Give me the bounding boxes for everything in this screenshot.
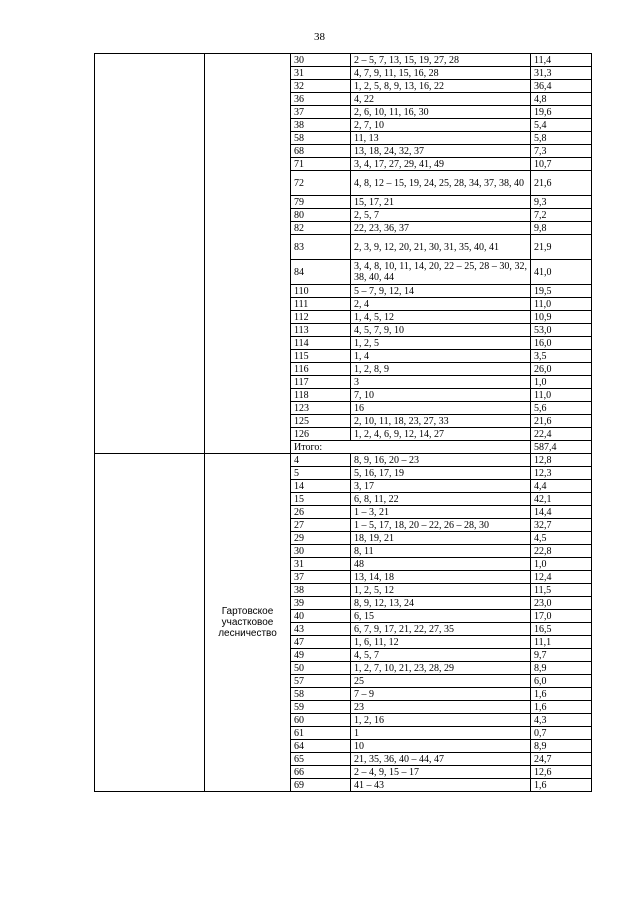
area-cell: 4,4: [531, 480, 592, 493]
quarter-cell: 57: [291, 675, 351, 688]
quarter-cell: 112: [291, 311, 351, 324]
quarter-cell: 29: [291, 532, 351, 545]
quarter-cell: 66: [291, 766, 351, 779]
quarter-cell: 71: [291, 158, 351, 171]
quarter-cell: 123: [291, 402, 351, 415]
quarter-cell: 38: [291, 584, 351, 597]
quarter-cell: 37: [291, 571, 351, 584]
area-cell: 1,0: [531, 376, 592, 389]
area-cell: 4,8: [531, 93, 592, 106]
plots-cell: 2 – 5, 7, 13, 15, 19, 27, 28: [351, 54, 531, 67]
area-cell: 11,5: [531, 584, 592, 597]
quarter-cell: 50: [291, 662, 351, 675]
quarter-cell: 69: [291, 779, 351, 792]
area-cell: 5,6: [531, 402, 592, 415]
plots-cell: 15, 17, 21: [351, 196, 531, 209]
area-cell: 11,4: [531, 54, 592, 67]
area-cell: 14,4: [531, 506, 592, 519]
quarter-cell: 30: [291, 545, 351, 558]
table-row: [95, 454, 592, 467]
plots-cell: 1, 2, 4, 6, 9, 12, 14, 27: [351, 428, 531, 441]
plots-cell: 21, 35, 36, 40 – 44, 47: [351, 753, 531, 766]
area-cell: 53,0: [531, 324, 592, 337]
quarter-cell: 47: [291, 636, 351, 649]
quarter-cell: 125: [291, 415, 351, 428]
total-label: Итого:: [291, 441, 531, 454]
area-cell: 1,6: [531, 779, 592, 792]
district-cell: [95, 454, 205, 792]
area-cell: 1,0: [531, 558, 592, 571]
area-cell: 11,0: [531, 389, 592, 402]
forest-plots-table: [94, 53, 592, 792]
plots-cell: 1: [351, 727, 531, 740]
area-cell: 8,9: [531, 662, 592, 675]
quarter-cell: 36: [291, 93, 351, 106]
quarter-cell: 31: [291, 558, 351, 571]
area-cell: 24,7: [531, 753, 592, 766]
quarter-cell: 59: [291, 701, 351, 714]
quarter-cell: 118: [291, 389, 351, 402]
plots-cell: 13, 14, 18: [351, 571, 531, 584]
plots-cell: 1 – 5, 17, 18, 20 – 22, 26 – 28, 30: [351, 519, 531, 532]
area-cell: 26,0: [531, 363, 592, 376]
plots-cell: 2, 7, 10: [351, 119, 531, 132]
plots-cell: 8, 9, 16, 20 – 23: [351, 454, 531, 467]
plots-cell: 5 – 7, 9, 12, 14: [351, 285, 531, 298]
plots-cell: 4, 7, 9, 11, 15, 16, 28: [351, 67, 531, 80]
area-cell: 3,5: [531, 350, 592, 363]
plots-cell: 2, 3, 9, 12, 20, 21, 30, 31, 35, 40, 41: [351, 235, 531, 260]
area-cell: 21,6: [531, 171, 592, 196]
area-cell: 16,5: [531, 623, 592, 636]
quarter-cell: 116: [291, 363, 351, 376]
quarter-cell: 31: [291, 67, 351, 80]
plots-cell: 6, 8, 11, 22: [351, 493, 531, 506]
quarter-cell: 84: [291, 260, 351, 285]
plots-cell: 2, 4: [351, 298, 531, 311]
area-cell: 12,4: [531, 571, 592, 584]
plots-cell: 1, 2, 8, 9: [351, 363, 531, 376]
quarter-cell: 126: [291, 428, 351, 441]
plots-cell: 3, 4, 17, 27, 29, 41, 49: [351, 158, 531, 171]
quarter-cell: 40: [291, 610, 351, 623]
quarter-cell: 38: [291, 119, 351, 132]
plots-cell: 48: [351, 558, 531, 571]
quarter-cell: 114: [291, 337, 351, 350]
area-cell: 4,5: [531, 532, 592, 545]
plots-cell: 2, 10, 11, 18, 23, 27, 33: [351, 415, 531, 428]
area-cell: 12,8: [531, 454, 592, 467]
area-cell: 9,3: [531, 196, 592, 209]
quarter-cell: 58: [291, 688, 351, 701]
area-cell: 1,6: [531, 688, 592, 701]
plots-cell: 1, 2, 5: [351, 337, 531, 350]
forestry-cell: [205, 54, 291, 454]
plots-cell: 8, 9, 12, 13, 24: [351, 597, 531, 610]
plots-cell: 2, 5, 7: [351, 209, 531, 222]
quarter-cell: 117: [291, 376, 351, 389]
area-cell: 10,7: [531, 158, 592, 171]
plots-cell: 4, 8, 12 – 15, 19, 24, 25, 28, 34, 37, 38, 40: [351, 171, 531, 196]
plots-cell: 2 – 4, 9, 15 – 17: [351, 766, 531, 779]
plots-cell: 1, 2, 5, 12: [351, 584, 531, 597]
forestry-name-cell: Гартовское участковое лесничество: [205, 454, 291, 792]
quarter-cell: 27: [291, 519, 351, 532]
quarter-cell: 113: [291, 324, 351, 337]
plots-cell: 6, 15: [351, 610, 531, 623]
plots-cell: 22, 23, 36, 37: [351, 222, 531, 235]
area-cell: 42,1: [531, 493, 592, 506]
area-cell: 11,1: [531, 636, 592, 649]
plots-cell: 7, 10: [351, 389, 531, 402]
area-cell: 19,6: [531, 106, 592, 119]
quarter-cell: 32: [291, 80, 351, 93]
quarter-cell: 5: [291, 467, 351, 480]
plots-cell: 1, 2, 16: [351, 714, 531, 727]
plots-cell: 25: [351, 675, 531, 688]
quarter-cell: 43: [291, 623, 351, 636]
area-cell: 9,7: [531, 649, 592, 662]
quarter-cell: 4: [291, 454, 351, 467]
page-number: 38: [314, 31, 325, 43]
area-cell: 9,8: [531, 222, 592, 235]
area-cell: 21,9: [531, 235, 592, 260]
quarter-cell: 14: [291, 480, 351, 493]
plots-cell: 1, 2, 7, 10, 21, 23, 28, 29: [351, 662, 531, 675]
area-cell: 6,0: [531, 675, 592, 688]
area-cell: 12,6: [531, 766, 592, 779]
total-value: 587,4: [531, 441, 592, 454]
area-cell: 7,2: [531, 209, 592, 222]
plots-cell: 13, 18, 24, 32, 37: [351, 145, 531, 158]
plots-cell: 1, 4, 5, 12: [351, 311, 531, 324]
plots-cell: 11, 13: [351, 132, 531, 145]
plots-cell: 10: [351, 740, 531, 753]
plots-cell: 23: [351, 701, 531, 714]
area-cell: 0,7: [531, 727, 592, 740]
plots-cell: 4, 5, 7: [351, 649, 531, 662]
plots-cell: 6, 7, 9, 17, 21, 22, 27, 35: [351, 623, 531, 636]
area-cell: 7,3: [531, 145, 592, 158]
area-cell: 23,0: [531, 597, 592, 610]
area-cell: 5,4: [531, 119, 592, 132]
quarter-cell: 15: [291, 493, 351, 506]
quarter-cell: 65: [291, 753, 351, 766]
plots-cell: 4, 5, 7, 9, 10: [351, 324, 531, 337]
quarter-cell: 110: [291, 285, 351, 298]
plots-cell: 3, 17: [351, 480, 531, 493]
quarter-cell: 49: [291, 649, 351, 662]
quarter-cell: 64: [291, 740, 351, 753]
plots-cell: 8, 11: [351, 545, 531, 558]
plots-cell: 1, 6, 11, 12: [351, 636, 531, 649]
area-cell: 12,3: [531, 467, 592, 480]
area-cell: 22,4: [531, 428, 592, 441]
area-cell: 4,3: [531, 714, 592, 727]
plots-cell: 2, 6, 10, 11, 16, 30: [351, 106, 531, 119]
plots-cell: 4, 22: [351, 93, 531, 106]
plots-cell: 7 – 9: [351, 688, 531, 701]
plots-cell: 16: [351, 402, 531, 415]
quarter-cell: 68: [291, 145, 351, 158]
quarter-cell: 115: [291, 350, 351, 363]
area-cell: 16,0: [531, 337, 592, 350]
quarter-cell: 82: [291, 222, 351, 235]
area-cell: 22,8: [531, 545, 592, 558]
area-cell: 5,8: [531, 132, 592, 145]
area-cell: 17,0: [531, 610, 592, 623]
quarter-cell: 58: [291, 132, 351, 145]
area-cell: 10,9: [531, 311, 592, 324]
plots-cell: 1, 4: [351, 350, 531, 363]
table-row: [95, 54, 592, 67]
quarter-cell: 60: [291, 714, 351, 727]
area-cell: 41,0: [531, 260, 592, 285]
quarter-cell: 83: [291, 235, 351, 260]
quarter-cell: 26: [291, 506, 351, 519]
quarter-cell: 61: [291, 727, 351, 740]
plots-cell: 3: [351, 376, 531, 389]
plots-cell: 5, 16, 17, 19: [351, 467, 531, 480]
quarter-cell: 39: [291, 597, 351, 610]
quarter-cell: 79: [291, 196, 351, 209]
plots-cell: 3, 4, 8, 10, 11, 14, 20, 22 – 25, 28 – 30, 32, 38, 40, 44: [351, 260, 531, 285]
area-cell: 36,4: [531, 80, 592, 93]
quarter-cell: 72: [291, 171, 351, 196]
area-cell: 19,5: [531, 285, 592, 298]
area-cell: 11,0: [531, 298, 592, 311]
plots-cell: 1 – 3, 21: [351, 506, 531, 519]
plots-cell: 41 – 43: [351, 779, 531, 792]
quarter-cell: 80: [291, 209, 351, 222]
area-cell: 1,6: [531, 701, 592, 714]
quarter-cell: 37: [291, 106, 351, 119]
area-cell: 31,3: [531, 67, 592, 80]
plots-cell: 1, 2, 5, 8, 9, 13, 16, 22: [351, 80, 531, 93]
area-cell: 32,7: [531, 519, 592, 532]
quarter-cell: 111: [291, 298, 351, 311]
plots-cell: 18, 19, 21: [351, 532, 531, 545]
quarter-cell: 30: [291, 54, 351, 67]
area-cell: 21,6: [531, 415, 592, 428]
district-cell: [95, 54, 205, 454]
area-cell: 8,9: [531, 740, 592, 753]
